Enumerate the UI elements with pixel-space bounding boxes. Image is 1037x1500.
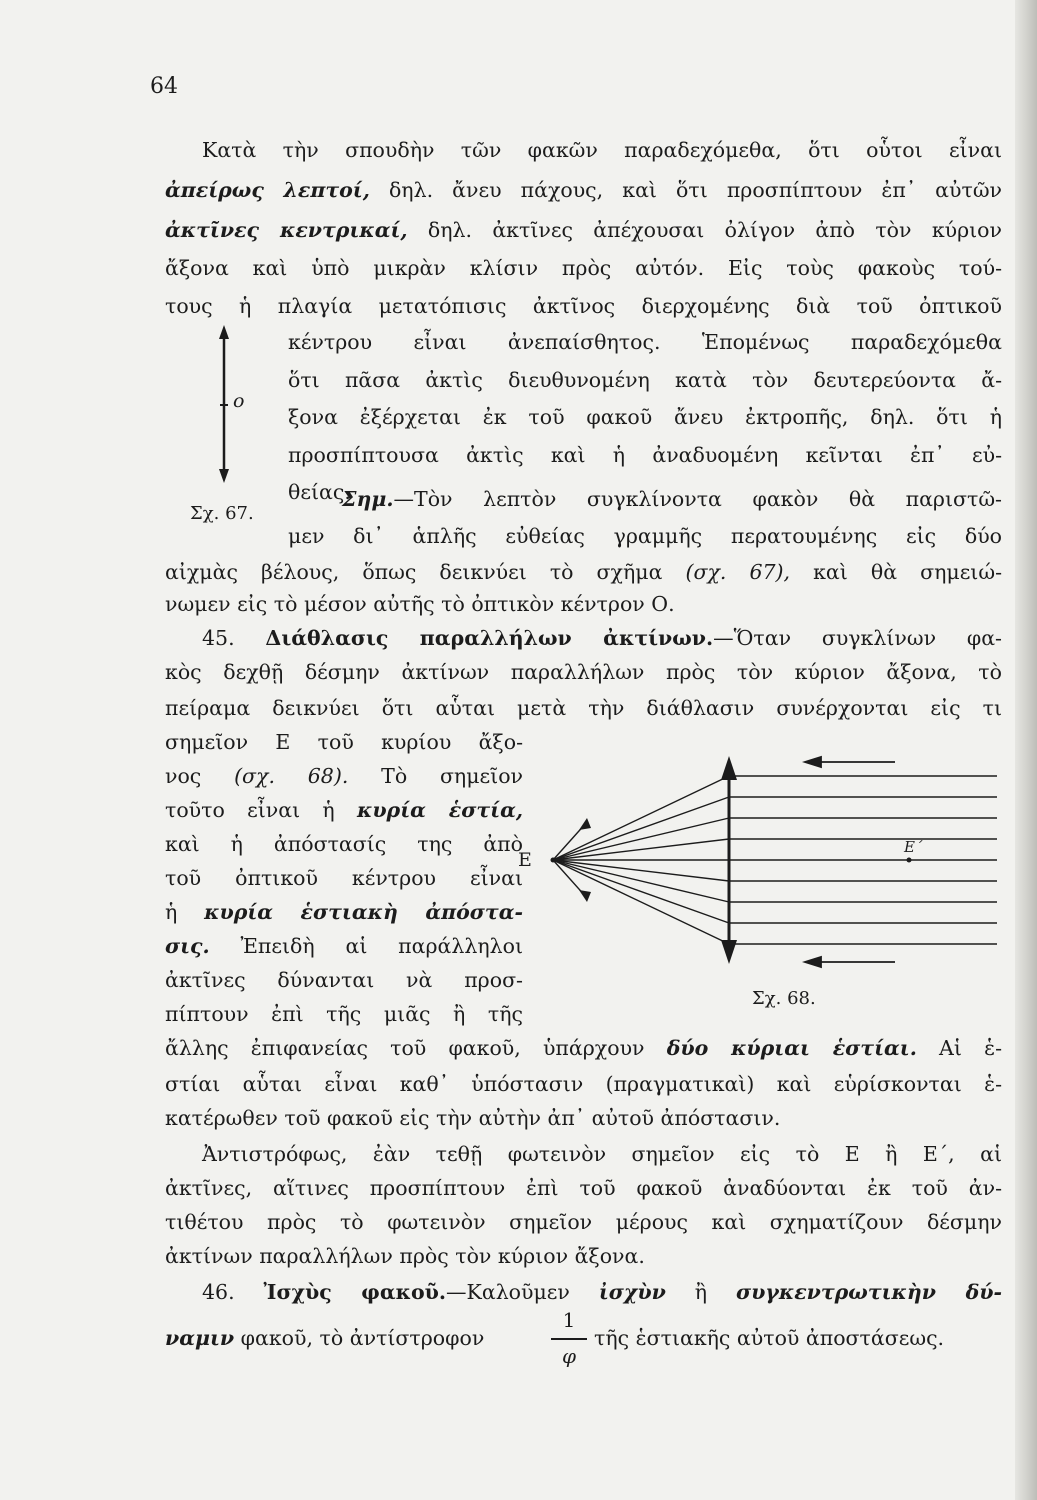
text-line: κατέρωθεν τοῦ φακοῦ εἰς τὴν αὐτὴν ἀπ᾽ αὐτοῦ ἀπόστασιν. [165, 1106, 781, 1130]
figure-68-converging-lens-diagram [525, 752, 1010, 992]
text-line [165, 900, 523, 924]
text-line: νωμεν εἰς τὸ μέσον αὐτῆς τὸ ὀπτικὸν κέντρον Ο. [165, 592, 675, 616]
text-span: δηλ. ἄνευ πάχους, καὶ ὅτι προσπίπτουν ἐπ᾽ αὐτῶν [369, 178, 1002, 202]
bold-term: κυρία ἑστία, [356, 798, 523, 822]
text-line: θείας. [288, 480, 351, 504]
refracted-rays [553, 776, 729, 944]
parallel-rays [729, 776, 997, 944]
text-span: δηλ. ἀκτῖνες ἀπέχουσαι ὀλίγον ἀπὸ τὸν κύριον [407, 218, 1002, 242]
figure-68-caption: Σχ. 68. [752, 988, 816, 1009]
text-line: ἀκτῖνες, αἵτινες προσπίπτουν ἐπὶ τοῦ φακοῦ ἀναδύονται ἐκ τοῦ ἀν- [165, 1176, 1002, 1200]
fraction-bar [551, 1338, 587, 1340]
bold-term: κυρία ἑστιακὴ ἀπόστα- [204, 900, 523, 924]
figure-reference: (σχ. 68). [234, 764, 349, 788]
text-line [165, 934, 523, 958]
text-line: πείραμα δεικνύει ὅτι αὗται μετὰ τὴν διάθλασιν συνέρχονται εἰς τι [165, 696, 1002, 720]
figure-67-caption: Σχ. 67. [190, 503, 254, 524]
text-line: κέντρου εἶναι ἀνεπαίσθητος. Ἑπομένως παραδεχόμεθα [288, 330, 1002, 354]
text-line: Ἀντιστρόφως, ἐὰν τεθῇ φωτεινὸν σημεῖον εἰς τὸ Ε ἢ Ε΄, αἱ [202, 1142, 1002, 1166]
bold-term: ἀπείρως λεπτοί, [165, 178, 370, 202]
bold-term: συγκεντρωτικὴν δύ- [735, 1280, 1002, 1304]
text-span: καὶ θὰ σημειώ- [790, 560, 1002, 584]
fraction-denominator: φ [561, 1344, 576, 1368]
text-line: τῆς ἑστιακῆς αὐτοῦ ἀποστάσεως. [594, 1326, 945, 1350]
text-span: Ἐπειδὴ αἱ παράλληλοι [209, 934, 523, 958]
focus-label-e-prime: Ε΄ [904, 838, 923, 856]
text-span: Αἱ ἑ- [916, 1036, 1002, 1060]
text-line: πίπτουν ἐπὶ τῆς μιᾶς ἢ τῆς [165, 1002, 523, 1026]
text-span: ἡ [165, 900, 205, 924]
text-line: ἀκτίνων παραλλήλων πρὸς τὸν κύριον ἄξονα. [165, 1244, 645, 1268]
text-span: —Ὅταν συγκλίνων φα- [713, 626, 1002, 650]
text-line: τοῦ ὀπτικοῦ κέντρου εἶναι [165, 866, 523, 890]
text-line: κὸς δεχθῇ δέσμην ἀκτίνων παραλλήλων πρὸς τὸν κύριον ἄξονα, τὸ [165, 660, 1002, 684]
text-line [165, 1326, 484, 1350]
arrowhead-icon [579, 818, 591, 830]
section-number: 45. [202, 626, 235, 650]
text-line: καὶ ἡ ἀπόστασίς της ἀπὸ [165, 832, 523, 856]
text-span: νος [165, 764, 235, 788]
section-45-heading-line [202, 626, 1002, 650]
text-line [165, 764, 523, 788]
text-span: τοῦτο εἶναι ἡ [165, 798, 357, 822]
text-line [165, 178, 1002, 202]
focus-label-e: Ε [518, 849, 532, 871]
text-span: ἢ [665, 1280, 736, 1304]
arrowhead-icon [579, 890, 591, 902]
text-span: Τὸ σημεῖον [348, 764, 523, 788]
optical-center-label: ο [233, 390, 245, 412]
bold-term: ἀκτῖνες κεντρικαί, [165, 218, 408, 242]
note-label: Σημ. [342, 487, 394, 511]
text-line: τους ἡ πλαγία μετατόπισις ἀκτῖνος διερχομένης διὰ τοῦ ὀπτικοῦ [165, 294, 1002, 318]
section-title: Ἰσχὺς φακοῦ. [263, 1280, 447, 1304]
text-line: ἀκτῖνες δύνανται νὰ προσ- [165, 968, 523, 992]
section-46-heading-line [202, 1280, 1002, 1304]
text-span: ἄλλης ἐπιφανείας τοῦ φακοῦ, ὑπάρχουν [165, 1036, 667, 1060]
text-span: —Καλοῦμεν [446, 1280, 599, 1304]
text-line: Κατὰ τὴν σπουδὴν τῶν φακῶν παραδεχόμεθα, ὅτι οὗτοι εἶναι [202, 138, 1002, 162]
text-span: αἰχμὰς βέλους, ὅπως δεικνύει τὸ σχῆμα [165, 560, 686, 584]
bold-term: δύο κύριαι ἑστίαι. [666, 1036, 917, 1060]
bold-term: σις. [165, 934, 210, 958]
text-span: —Τὸν λεπτὸν συγκλίνοντα φακὸν θὰ παριστῶ- [393, 487, 1002, 511]
text-line [165, 1036, 1002, 1060]
text-line: ἄξονα καὶ ὑπὸ μικρὰν κλίσιν πρὸς αὐτόν. Εἰς τοὺς φακοὺς τού- [165, 256, 1002, 280]
text-line: τιθέτου πρὸς τὸ φωτεινὸν σημεῖον μέρους καὶ σχηματίζουν δέσμην [165, 1210, 1002, 1234]
text-line: μεν δι᾽ ἁπλῆς εὐθείας γραμμῆς περατουμένης εἰς δύο [288, 524, 1002, 548]
page-number: 64 [150, 74, 178, 99]
text-line [342, 487, 1002, 511]
ray-direction-arrows [805, 757, 895, 967]
text-span: φακοῦ, τὸ ἀντίστροφον [234, 1326, 485, 1350]
text-line: σημεῖον Ε τοῦ κυρίου ἄξο- [165, 730, 523, 754]
focus-point [551, 858, 556, 863]
text-line: ξονα ἐξέρχεται ἐκ τοῦ φακοῦ ἄνευ ἐκτροπῆς, δηλ. ὅτι ἡ [288, 405, 1002, 429]
section-title: Διάθλασις παραλλήλων ἀκτίνων. [265, 626, 714, 650]
focus-point-prime [907, 858, 912, 863]
fraction-numerator: 1 [562, 1308, 576, 1332]
text-line [165, 218, 1002, 242]
page-edge [1015, 0, 1037, 1500]
bold-term: ἰσχὺν [598, 1280, 666, 1304]
arrowhead-down-icon [219, 469, 229, 483]
arrowhead-up-icon [219, 325, 229, 339]
text-line: ὅτι πᾶσα ἀκτὶς διευθυνομένη κατὰ τὸν δευτερεύοντα ἄ- [288, 368, 1002, 392]
bold-term: ναμιν [165, 1326, 235, 1350]
text-line [165, 560, 1002, 584]
text-line: προσπίπτουσα ἀκτὶς καὶ ἡ ἀναδυομένη κεῖνται ἐπ᾽ εὐ- [288, 443, 1002, 467]
figure-reference: (σχ. 67), [685, 560, 791, 584]
text-line: στίαι αὗται εἶναι καθ᾽ ὑπόστασιν (πραγματικαὶ) καὶ εὑρίσκονται ἑ- [165, 1072, 1002, 1096]
text-line [165, 798, 523, 822]
section-number: 46. [202, 1280, 235, 1304]
